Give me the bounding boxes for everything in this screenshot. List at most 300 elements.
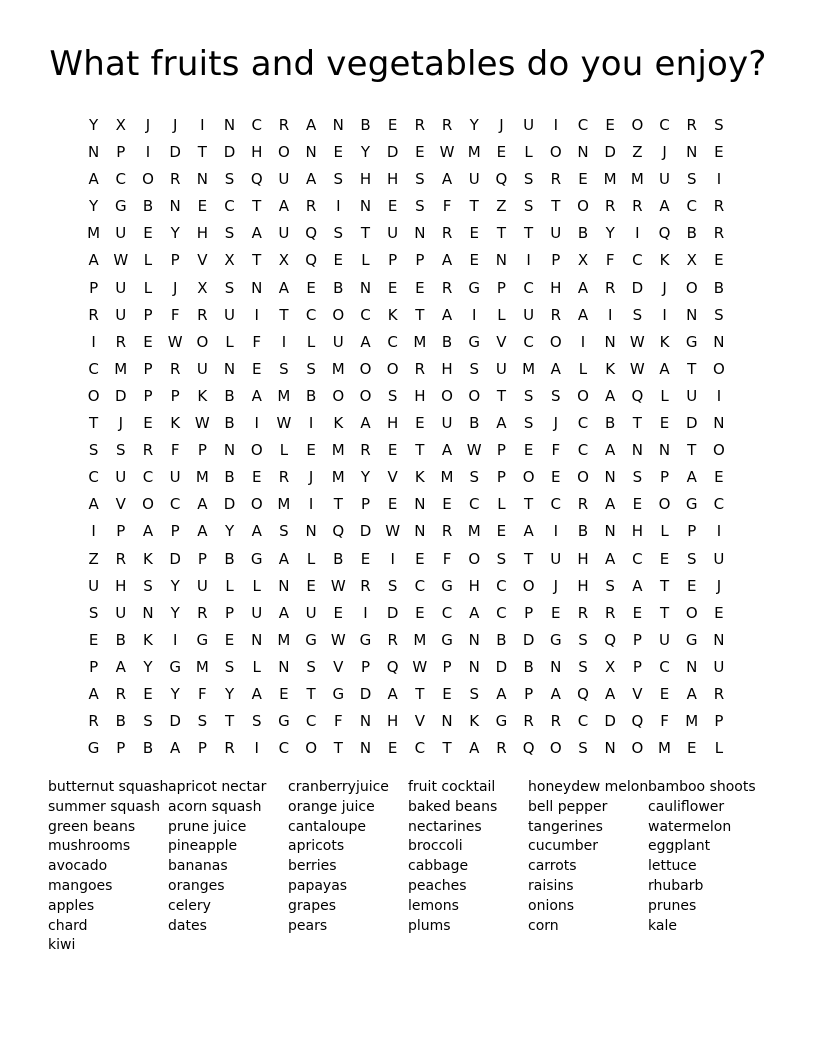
grid-letter: A — [686, 684, 697, 703]
grid-letter: N — [441, 712, 453, 731]
grid-letter: H — [468, 576, 480, 595]
grid-letter: J — [662, 278, 667, 297]
grid-letter: S — [333, 170, 344, 189]
grid-letter: P — [415, 251, 425, 270]
grid-letter: I — [254, 305, 259, 324]
word-item: raisins — [528, 877, 574, 894]
grid-letter: O — [658, 495, 671, 514]
grid-letter: T — [279, 305, 289, 324]
grid-letter: N — [468, 630, 480, 649]
grid-letter: S — [523, 414, 534, 433]
grid-letter: O — [713, 359, 725, 378]
grid-letter: I — [281, 332, 287, 351]
grid-letter: N — [468, 657, 480, 676]
grid-letter: B — [577, 522, 589, 541]
word-item: apricots — [288, 838, 345, 855]
grid-letter: K — [605, 359, 616, 378]
grid-letter: I — [363, 603, 368, 622]
grid-letter: S — [686, 170, 697, 189]
grid-row — [80, 627, 736, 654]
word-item: apricot nectar — [168, 779, 267, 795]
grid-letter: T — [496, 386, 506, 405]
grid-letter: N — [223, 441, 236, 460]
grid-letter: Z — [632, 143, 643, 162]
grid-letter: I — [716, 386, 722, 405]
word-column — [648, 778, 768, 956]
grid-letter: N — [359, 712, 372, 731]
grid-letter: G — [468, 278, 481, 297]
grid-letter: P — [551, 251, 561, 270]
grid-letter: U — [523, 305, 535, 324]
word-item: papayas — [288, 877, 348, 894]
grid-letter: B — [224, 549, 235, 568]
grid-letter: P — [714, 712, 724, 731]
word-list — [48, 778, 768, 956]
grid-letter: S — [116, 441, 126, 460]
grid-letter: E — [387, 441, 398, 460]
grid-letter: E — [469, 251, 479, 270]
grid-letter: B — [605, 414, 616, 433]
grid-letter: A — [88, 684, 99, 703]
grid-letter: W — [385, 522, 401, 541]
grid-letter: A — [496, 684, 507, 703]
grid-letter: L — [143, 251, 153, 270]
grid-letter: P — [388, 251, 398, 270]
grid-letter: U — [278, 170, 290, 189]
grid-letter: E — [333, 143, 344, 162]
grid-letter: Q — [604, 630, 617, 649]
word-item: cauliflower — [648, 798, 725, 815]
grid-letter: Q — [305, 251, 317, 270]
grid-letter: U — [224, 305, 236, 324]
grid-letter: E — [251, 359, 262, 378]
grid-letter: C — [88, 359, 99, 378]
grid-letter: A — [441, 305, 453, 324]
grid-letter: W — [167, 332, 183, 351]
grid-letter: N — [278, 657, 290, 676]
grid-letter: E — [415, 603, 425, 622]
grid-letter: E — [251, 468, 262, 487]
grid-letter: A — [632, 576, 643, 595]
grid-letter: D — [495, 657, 508, 676]
word-item: peaches — [408, 877, 467, 894]
grid-letter: S — [578, 657, 588, 676]
grid-letter: N — [196, 170, 208, 189]
grid-letter: A — [251, 224, 262, 243]
grid-letter: E — [632, 495, 643, 514]
grid-letter: P — [170, 251, 180, 270]
grid-row — [80, 600, 736, 627]
grid-letter: S — [88, 441, 99, 460]
grid-letter: B — [713, 278, 725, 297]
grid-letter: J — [499, 116, 504, 134]
grid-letter: P — [116, 522, 126, 541]
grid-letter: A — [251, 386, 262, 405]
grid-letter: Y — [89, 197, 99, 216]
grid-letter: M — [467, 143, 481, 162]
grid-letter: R — [441, 278, 453, 297]
grid-letter: L — [361, 251, 370, 270]
grid-letter: C — [632, 251, 643, 270]
grid-letter: P — [197, 441, 207, 460]
grid-letter: P — [89, 278, 99, 297]
grid-letter: C — [523, 332, 534, 351]
grid-letter: X — [224, 251, 235, 270]
grid-letter: L — [660, 522, 669, 541]
grid-letter: B — [333, 549, 344, 568]
grid-letter: O — [577, 197, 589, 216]
grid-letter: H — [387, 414, 399, 433]
grid-letter: H — [387, 712, 399, 731]
grid-letter: R — [713, 224, 725, 243]
grid-letter: A — [251, 684, 262, 703]
grid-letter: M — [413, 630, 427, 649]
grid-letter: Y — [89, 116, 99, 134]
grid-letter: C — [659, 657, 670, 676]
grid-letter: I — [336, 197, 341, 216]
grid-letter: P — [116, 739, 126, 758]
grid-letter: P — [225, 603, 235, 622]
grid-letter: A — [142, 522, 154, 541]
grid-letter: W — [439, 143, 455, 162]
grid-letter: L — [497, 495, 506, 514]
grid-letter: W — [330, 630, 346, 649]
grid-letter: H — [115, 576, 127, 595]
grid-letter: I — [91, 332, 96, 351]
grid-letter: D — [631, 278, 644, 297]
grid-letter: A — [88, 495, 99, 514]
grid-letter: R — [360, 576, 371, 595]
grid-row — [80, 518, 736, 545]
grid-letter: E — [659, 684, 670, 703]
grid-letter: S — [224, 170, 235, 189]
grid-letter: E — [333, 603, 344, 622]
grid-letter: N — [713, 332, 725, 351]
grid-row — [80, 329, 736, 356]
grid-letter: N — [142, 603, 154, 622]
word-item: onions — [528, 897, 575, 914]
grid-letter: R — [142, 441, 154, 460]
grid-letter: S — [578, 739, 588, 758]
grid-letter: N — [359, 739, 372, 758]
grid-letter: E — [415, 278, 425, 297]
grid-letter: R — [713, 684, 725, 703]
grid-letter: V — [115, 495, 126, 514]
grid-letter: N — [251, 278, 263, 297]
grid-letter: I — [254, 739, 259, 758]
grid-letter: M — [195, 468, 209, 487]
grid-letter: V — [632, 684, 643, 703]
grid-letter: N — [495, 251, 508, 270]
grid-letter: V — [496, 332, 507, 351]
grid-letter: N — [604, 522, 616, 541]
grid-letter: R — [169, 359, 181, 378]
grid-row — [80, 275, 736, 302]
grid-letter: O — [196, 332, 209, 351]
grid-letter: N — [251, 630, 263, 649]
grid-letter: C — [251, 116, 262, 134]
grid-letter: A — [550, 684, 561, 703]
grid-letter: A — [577, 278, 589, 297]
word-item: cantaloupe — [288, 818, 367, 835]
grid-letter: W — [330, 576, 346, 595]
grid-letter: I — [635, 224, 640, 243]
grid-letter: A — [441, 441, 453, 460]
grid-letter: U — [115, 468, 127, 487]
grid-letter: A — [197, 522, 208, 541]
grid-letter: X — [686, 251, 697, 270]
grid-letter: D — [169, 712, 181, 731]
grid-letter: C — [414, 739, 426, 758]
grid-letter: H — [359, 170, 372, 189]
grid-letter: R — [197, 305, 208, 324]
word-column — [288, 778, 408, 956]
grid-letter: O — [577, 468, 589, 487]
grid-letter: S — [224, 278, 235, 297]
grid-letter: U — [305, 603, 317, 622]
grid-letter: R — [197, 603, 208, 622]
word-item: carrots — [528, 858, 577, 875]
grid-letter: C — [224, 197, 235, 216]
word-item: chard — [48, 917, 88, 934]
grid-letter: O — [142, 170, 154, 189]
word-item: mangoes — [48, 877, 113, 894]
grid-row — [80, 166, 736, 193]
grid-letter: E — [360, 549, 371, 568]
grid-letter: I — [553, 522, 558, 541]
grid-letter: C — [115, 170, 127, 189]
grid-letter: U — [659, 170, 671, 189]
grid-letter: K — [659, 251, 670, 270]
grid-letter: D — [359, 684, 372, 703]
grid-letter: O — [685, 603, 698, 622]
grid-letter: I — [526, 251, 531, 270]
grid-row — [80, 193, 736, 220]
grid-letter: B — [142, 197, 154, 216]
grid-letter: N — [686, 143, 698, 162]
grid-letter: S — [88, 603, 99, 622]
grid-letter: T — [415, 441, 425, 460]
grid-letter: J — [172, 116, 178, 134]
grid-letter: D — [115, 386, 127, 405]
grid-letter: R — [88, 712, 99, 731]
grid-letter: T — [89, 414, 99, 433]
grid-letter: I — [607, 305, 613, 324]
grid-letter: M — [114, 359, 128, 378]
grid-letter: E — [279, 684, 289, 703]
word-item: rhubarb — [648, 877, 704, 894]
grid-letter: H — [577, 576, 589, 595]
grid-letter: A — [278, 197, 290, 216]
grid-row — [80, 383, 736, 410]
grid-letter: A — [360, 414, 371, 433]
letter-grid — [80, 112, 736, 762]
grid-letter: I — [308, 414, 314, 433]
grid-letter: B — [224, 386, 235, 405]
word-item: nectarines — [408, 818, 482, 835]
grid-letter: C — [468, 495, 480, 514]
grid-letter: S — [551, 386, 561, 405]
grid-letter: C — [360, 305, 371, 324]
word-item: green beans — [48, 818, 136, 835]
grid-letter: A — [523, 522, 534, 541]
grid-letter: G — [685, 495, 698, 514]
grid-letter: C — [305, 305, 317, 324]
grid-letter: F — [442, 197, 452, 216]
grid-letter: J — [172, 278, 178, 297]
grid-letter: L — [497, 305, 506, 324]
grid-letter: V — [197, 251, 208, 270]
grid-letter: E — [632, 603, 643, 622]
grid-letter: T — [333, 739, 343, 758]
grid-letter: S — [415, 170, 425, 189]
grid-letter: E — [714, 251, 724, 270]
grid-letter: G — [196, 630, 209, 649]
grid-letter: A — [115, 657, 126, 676]
grid-letter: M — [331, 441, 345, 460]
grid-letter: U — [115, 278, 127, 297]
grid-letter: G — [278, 712, 290, 731]
grid-row — [80, 464, 736, 491]
grid-letter: E — [224, 630, 235, 649]
grid-letter: E — [88, 630, 99, 649]
grid-letter: T — [524, 224, 534, 243]
grid-row — [80, 220, 736, 247]
grid-letter: E — [496, 143, 507, 162]
grid-letter: E — [551, 603, 561, 622]
grid-letter: B — [224, 414, 235, 433]
grid-letter: P — [143, 305, 153, 324]
grid-letter: Q — [631, 386, 644, 405]
grid-letter: J — [662, 143, 667, 162]
grid-letter: L — [225, 576, 234, 595]
grid-letter: A — [387, 684, 398, 703]
grid-letter: E — [143, 684, 153, 703]
grid-letter: S — [387, 386, 398, 405]
word-item: avocado — [48, 858, 108, 875]
grid-letter: P — [660, 468, 670, 487]
grid-letter: J — [553, 414, 558, 433]
grid-letter: S — [224, 224, 235, 243]
grid-letter: N — [713, 414, 725, 433]
grid-letter: A — [278, 603, 290, 622]
grid-letter: E — [686, 739, 697, 758]
grid-letter: B — [142, 739, 154, 758]
grid-letter: Y — [170, 684, 180, 703]
grid-letter: J — [145, 116, 151, 134]
grid-letter: L — [660, 386, 669, 405]
grid-letter: T — [551, 197, 561, 216]
grid-letter: H — [441, 359, 453, 378]
grid-letter: C — [88, 468, 99, 487]
grid-letter: N — [305, 522, 317, 541]
grid-letter: R — [441, 522, 453, 541]
grid-letter: D — [685, 414, 698, 433]
grid-letter: U — [88, 576, 100, 595]
grid-letter: P — [496, 468, 506, 487]
grid-letter: C — [632, 549, 643, 568]
grid-letter: B — [496, 630, 507, 649]
grid-letter: O — [522, 468, 535, 487]
grid-letter: A — [278, 278, 290, 297]
grid-letter: S — [686, 549, 697, 568]
grid-letter: S — [469, 684, 479, 703]
grid-letter: G — [114, 197, 127, 216]
grid-letter: B — [305, 386, 317, 405]
grid-letter: I — [145, 143, 151, 162]
grid-letter: P — [89, 657, 99, 676]
grid-row — [80, 302, 736, 329]
grid-letter: U — [196, 576, 208, 595]
grid-letter: K — [659, 332, 670, 351]
grid-letter: C — [577, 116, 589, 134]
word-item: berries — [288, 858, 337, 875]
word-item: apples — [48, 897, 95, 914]
grid-letter: N — [604, 739, 616, 758]
grid-letter: P — [524, 603, 534, 622]
grid-letter: R — [387, 630, 398, 649]
grid-letter: N — [169, 197, 181, 216]
grid-letter: O — [468, 386, 481, 405]
grid-letter: O — [549, 332, 562, 351]
grid-letter: A — [659, 197, 670, 216]
grid-letter: L — [306, 332, 316, 351]
grid-letter: R — [604, 278, 616, 297]
grid-letter: O — [359, 359, 372, 378]
word-item: celery — [168, 897, 211, 914]
grid-letter: O — [305, 739, 317, 758]
grid-letter: I — [580, 332, 586, 351]
word-item: baked beans — [408, 798, 498, 815]
grid-letter: K — [414, 468, 425, 487]
grid-letter: C — [496, 576, 507, 595]
grid-letter: P — [360, 495, 370, 514]
grid-letter: R — [550, 170, 561, 189]
grid-letter: U — [550, 549, 562, 568]
grid-letter: C — [550, 495, 562, 514]
word-item: broccoli — [408, 838, 463, 855]
grid-letter: O — [332, 386, 345, 405]
grid-letter: F — [660, 712, 669, 731]
grid-letter: X — [577, 251, 589, 270]
word-item: oranges — [168, 877, 225, 894]
grid-letter: K — [143, 549, 153, 568]
grid-letter: R — [88, 305, 99, 324]
word-item: fruit cocktail — [408, 779, 496, 795]
grid-letter: B — [577, 224, 589, 243]
word-item: lettuce — [648, 858, 697, 875]
grid-letter: A — [659, 359, 670, 378]
grid-letter: U — [196, 359, 208, 378]
grid-letter: E — [496, 522, 507, 541]
grid-letter: G — [495, 712, 508, 731]
grid-letter: S — [143, 576, 153, 595]
grid-letter: I — [308, 495, 314, 514]
grid-letter: R — [441, 224, 453, 243]
grid-letter: O — [549, 739, 562, 758]
grid-letter: A — [605, 684, 616, 703]
grid-letter: V — [333, 657, 344, 676]
grid-letter: F — [170, 305, 180, 324]
grid-letter: E — [415, 143, 425, 162]
grid-letter: S — [578, 630, 588, 649]
grid-letter: Y — [224, 522, 235, 541]
grid-letter: A — [441, 251, 453, 270]
grid-letter: C — [686, 197, 697, 216]
grid-letter: O — [250, 495, 263, 514]
grid-letter: S — [333, 224, 344, 243]
grid-letter: I — [254, 414, 259, 433]
